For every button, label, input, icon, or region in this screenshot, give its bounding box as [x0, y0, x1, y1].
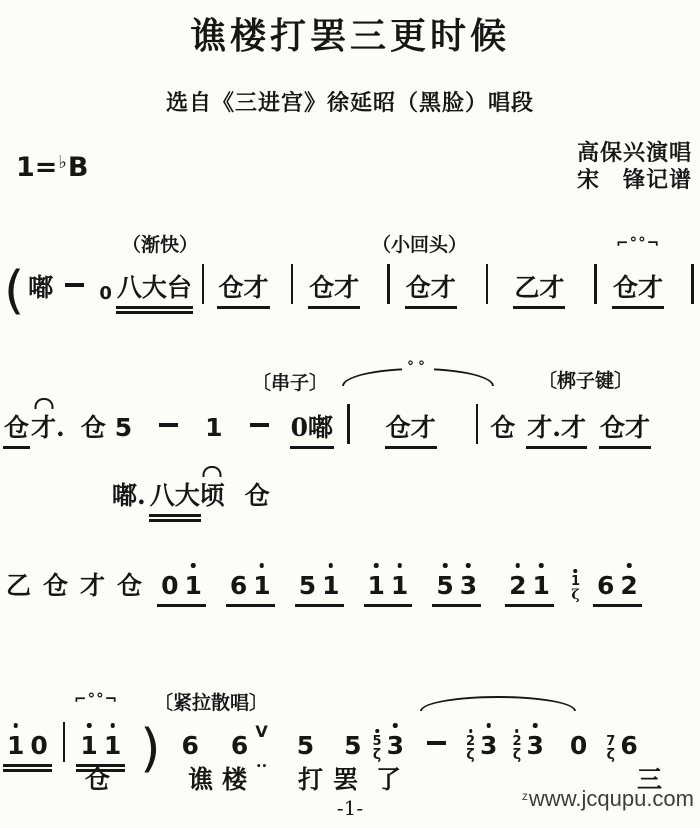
note-token: 1 0: [4, 730, 51, 763]
note-token: 6: [181, 731, 199, 760]
credits: [577, 140, 692, 194]
music-row-4: [6, 570, 641, 611]
note-token: 八大: [150, 480, 200, 513]
lyric-syllable: 谯: [188, 765, 214, 794]
note-token: 八大台: [117, 272, 192, 305]
performer-credit: 高保兴演唱: [576, 140, 692, 166]
note-token: 5 1: [296, 570, 343, 603]
repeat-mark-2: ⌐°°¬: [74, 690, 119, 708]
xiaohuitou-annotation: （小回头）: [372, 234, 468, 256]
note-token: 6 1: [227, 570, 274, 603]
grace-note-figure: [570, 574, 582, 611]
note-token: 仓才: [600, 412, 650, 445]
note-token: 0: [569, 731, 588, 760]
lyric-syllable: 三: [637, 765, 663, 794]
barline: [202, 264, 205, 304]
dash-note: [250, 423, 269, 427]
big-paren: ): [140, 719, 161, 779]
note-token: 0: [99, 283, 112, 304]
note-token: 5: [296, 731, 315, 760]
note-token: 仓: [43, 571, 69, 600]
dash-note: [65, 283, 84, 287]
lyric-syllable: 罢: [333, 765, 359, 794]
barline: [594, 264, 597, 304]
page-number: -1-: [336, 796, 364, 820]
watermark: [522, 786, 694, 812]
grace-note: 7 ζ: [606, 734, 616, 763]
barline: [347, 404, 350, 444]
note-token: 5: [344, 731, 362, 760]
grace-note: 1 ζ: [571, 575, 580, 602]
note-token: 仓: [80, 413, 106, 442]
grace-note: 2 ζ: [512, 735, 521, 762]
score-line-4: [0, 570, 700, 640]
flat-sign: ♭: [58, 152, 67, 173]
key-prefix: 1=: [16, 152, 58, 183]
note-token: 才 .: [31, 412, 65, 445]
watermark-text: www.jcqupu.com: [528, 786, 694, 811]
page-title: 谯楼打罢三更时候: [189, 15, 510, 57]
barline: [387, 264, 390, 304]
bangzi-annotation: 〔梆子键〕: [538, 370, 634, 392]
note-token: 仓才: [613, 272, 663, 305]
breath-mark: V: [255, 722, 268, 741]
note-token: 仓: [244, 481, 270, 510]
lyric-syllable: 打: [298, 765, 324, 794]
chuanzi-annotation: 〔串子〕: [252, 372, 329, 394]
note-token: 才.才: [527, 412, 586, 445]
barline: [486, 264, 489, 304]
note-token: 5 3: [433, 570, 480, 603]
repeat-circles-arc: [342, 359, 494, 386]
music-row-1: [4, 261, 694, 321]
slur-arc: [420, 696, 576, 711]
note-token: 仓: [117, 571, 143, 600]
note-token: 1: [205, 413, 223, 442]
note-token: 嘟.: [112, 481, 146, 510]
note-token: 5 ζ 3: [373, 730, 407, 771]
big-paren: (: [4, 261, 25, 321]
note-token: 仓才: [406, 272, 456, 305]
lyric-dots: ··: [256, 756, 268, 775]
note-token: 1 1: [365, 570, 412, 603]
note-token: 仓才: [218, 272, 268, 305]
barline: [291, 264, 294, 304]
note-token: 顷: [200, 480, 225, 513]
key-note: B: [67, 152, 89, 183]
note-token: 仓才: [309, 272, 359, 305]
note-token: 0嘟: [291, 412, 333, 445]
score-line-2: [0, 359, 700, 474]
grace-note: 5 ζ: [373, 735, 382, 762]
note-token: 乙才: [514, 272, 564, 305]
note-token: 7 ζ 6: [606, 731, 638, 763]
note-token: 2 ζ 3: [466, 730, 500, 771]
note-token: 6: [230, 731, 249, 760]
grace-note: 2 ζ: [466, 735, 475, 762]
note-token: 仓才: [386, 412, 436, 445]
repeat-mark: ⌐°°¬: [616, 234, 661, 252]
barline: [63, 722, 66, 762]
barline: [476, 404, 479, 444]
key-signature: [16, 152, 89, 183]
note-token: 仓: [4, 412, 29, 445]
barline: [691, 264, 694, 304]
tempo-annotation: （渐快）: [122, 234, 199, 256]
note-token: 5: [114, 413, 133, 442]
music-row-3: [112, 480, 270, 513]
jinla-annotation: 〔紧拉散唱〕: [154, 692, 269, 714]
note-token: 仓: [490, 413, 516, 442]
note-token: 乙: [6, 571, 32, 600]
dash-note: [427, 741, 446, 745]
note-token: 2 ζ 3: [512, 730, 546, 771]
watermark-arrow-icon: z: [521, 789, 528, 803]
subtitle: 选自《三进宫》徐延昭（黑脸）唱段: [165, 90, 534, 116]
note-token: 6 2: [594, 570, 641, 603]
score-line-1: [0, 234, 700, 334]
lyric-syllable: 仓: [85, 765, 111, 794]
score-line-3: [0, 480, 700, 550]
note-token: 2 1: [506, 570, 553, 603]
arc-circles: °°: [402, 359, 434, 375]
note-token: 嘟: [28, 273, 54, 302]
note-token: 才: [80, 571, 106, 600]
note-token: 0 1: [158, 570, 205, 603]
music-row-2: [4, 404, 650, 445]
lyric-syllable: 了: [376, 765, 402, 794]
transcriber-credit: 宋 锋记谱: [576, 166, 692, 193]
note-token: 1 1: [77, 730, 124, 763]
dash-note: [159, 423, 178, 427]
lyric-syllable: 楼: [222, 765, 248, 794]
